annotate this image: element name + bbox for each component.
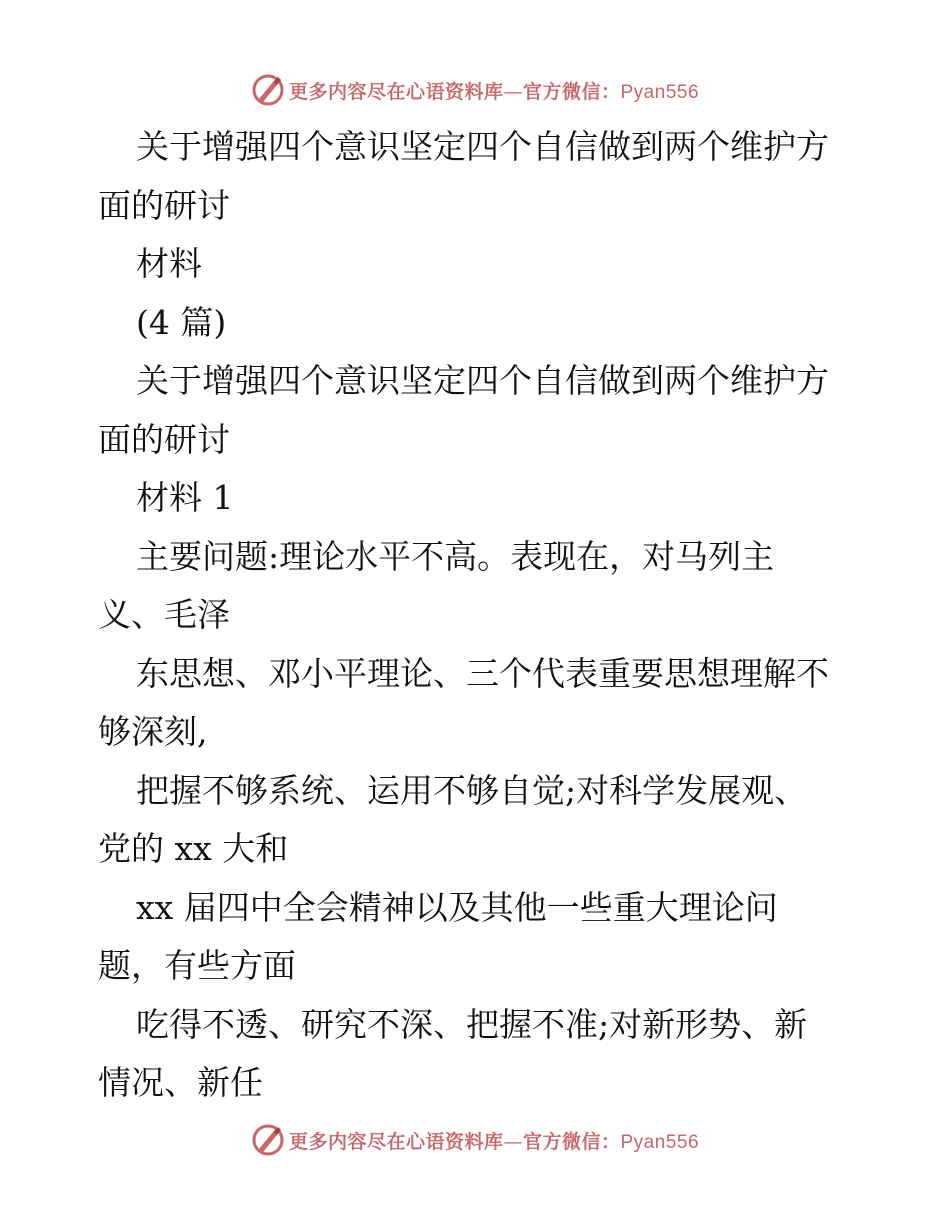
footer-banner [0, 1120, 950, 1160]
pen-logo-icon [251, 1123, 285, 1157]
footer-contact-label: 官方微信： [522, 1130, 621, 1153]
document-line: xx 届四中全会精神以及其他一些重大理论问 [136, 887, 778, 927]
document-line: 面的研讨 [98, 419, 230, 459]
document-line: 主要问题:理论水平不高。表现在，对马列主 [136, 536, 775, 576]
header-banner-text [289, 77, 699, 104]
document-line: 关于增强四个意识坚定四个自信做到两个维护方 [136, 361, 829, 400]
document-line: 关于增强四个意识坚定四个自信做到两个维护方 [136, 127, 829, 166]
header-contact-id: Pyan556 [620, 81, 700, 103]
footer-contact-id: Pyan556 [620, 1131, 700, 1153]
document-line: 材料 [136, 244, 202, 283]
document-line: 吃得不透、研究不深、把握不准;对新形势、新 [136, 1004, 808, 1044]
document-line: 题，有些方面 [98, 946, 296, 985]
header-site-text: 更多内容尽在心语资料库 [288, 80, 504, 103]
header-contact-label: 官方微信： [522, 80, 621, 103]
document-line: 够深刻, [98, 712, 208, 751]
document-line: 把握不够系统、运用不够自觉;对科学发展观、 [136, 770, 808, 810]
document-line: 义、毛泽 [98, 595, 230, 634]
document-line: 党的 xx 大和 [98, 829, 289, 868]
header-banner [0, 70, 950, 110]
document-line: 面的研讨 [98, 185, 230, 225]
document-line: (4 篇) [136, 302, 227, 342]
footer-banner-text [289, 1127, 699, 1154]
pen-logo-icon [251, 73, 285, 107]
document-line: 材料 1 [136, 478, 234, 517]
document-line: 情况、新任 [98, 1063, 263, 1102]
document-body [98, 118, 858, 1113]
footer-site-text: 更多内容尽在心语资料库 [288, 1130, 504, 1153]
header-separator: — [503, 80, 523, 103]
document-line: 东思想、邓小平理论、三个代表重要思想理解不 [136, 653, 829, 693]
footer-separator: — [503, 1130, 523, 1153]
